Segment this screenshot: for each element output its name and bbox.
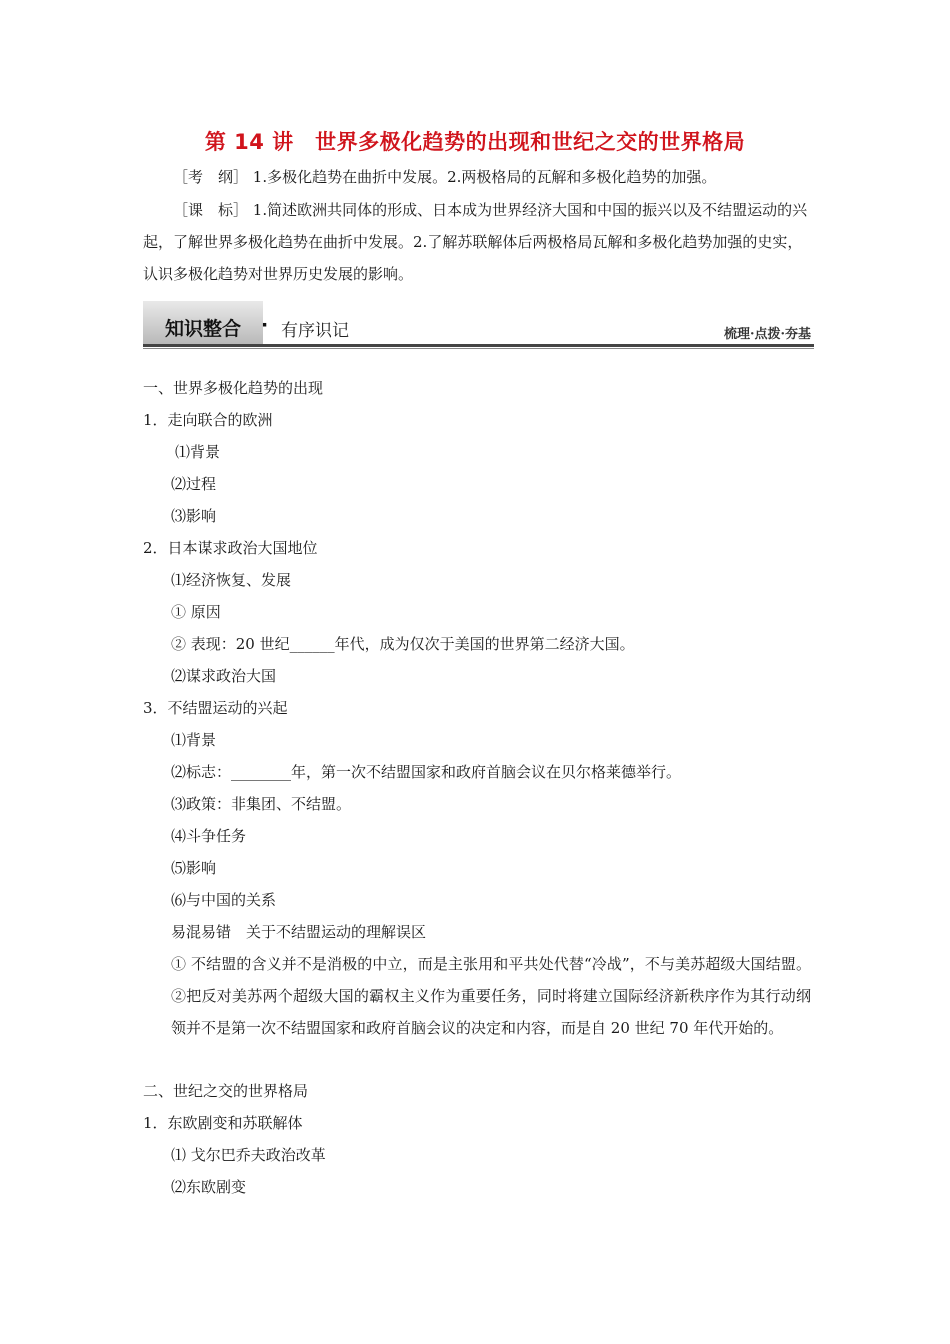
section-heading-1: 一、世界多极化趋势的出现 <box>143 379 324 397</box>
subheading-1: 1．走向联合的欧洲 <box>143 411 273 429</box>
fill-blank-item: ② 表现：20 世纪______年代，成为仅次于美国的世界第二经济大国。 <box>171 635 635 653</box>
list-item: ⑴ 戈尔巴乔夫政治改革 <box>171 1146 326 1164</box>
lesson-title: 第 14 讲 世界多极化趋势的出现和世纪之交的世界格局 <box>204 130 746 154</box>
misconception-heading: 易混易错 关于不结盟运动的理解误区 <box>171 923 427 941</box>
curriculum-standards <box>143 194 813 290</box>
subheading-4: 1．东欧剧变和苏联解体 <box>143 1114 303 1132</box>
list-item: ⑷斗争任务 <box>171 827 247 845</box>
list-item: ⑸影响 <box>171 859 217 877</box>
misconception-note: ① 不结盟的含义并不是消极的中立，而是主张用和平共处代替“冷战”，不与美苏超级大国结盟。②把反对美苏两个超级大国的霸权主义作为重要任务，同时将建立国际经济新秩序作为其行动纲领并不是第一次不结盟国家和政府首脑会议的决定和内容，而是自 20 世纪 70 年代开始的。 <box>171 955 811 1037</box>
list-item: ⑵谋求政治大国 <box>171 667 277 685</box>
list-item: ⑴经济恢复、发展 <box>171 571 292 589</box>
list-item: ⑹与中国的关系 <box>171 891 277 909</box>
banner-subtitle: 有序识记 <box>281 321 349 341</box>
exam-outline-label: ［考 纲］ <box>173 168 249 186</box>
list-item: ⑵东欧剧变 <box>171 1178 247 1196</box>
curriculum-standards-text: 1.简述欧洲共同体的形成、日本成为世界经济大国和中国的振兴以及不结盟运动的兴起，了解世界多极化趋势在曲折中发展。2.了解苏联解体后两极格局瓦解和多极化趋势加强的史实，认识多极化趋势对世界历史发展的影响。 <box>143 201 808 283</box>
subheading-2: 2．日本谋求政治大国地位 <box>143 539 318 557</box>
fill-blank-item: ⑵标志：________年，第一次不结盟国家和政府首脑会议在贝尔格莱德举行。 <box>171 763 682 781</box>
section-heading-2: 二、世纪之交的世界格局 <box>143 1082 309 1100</box>
curriculum-standards-label: ［课 标］ <box>173 201 249 219</box>
list-item: ⑶政策：非集团、不结盟。 <box>171 795 352 813</box>
list-item: ⑴背景 <box>175 443 221 461</box>
list-item: ⑵过程 <box>171 475 217 493</box>
banner-rule <box>143 344 814 347</box>
section-banner <box>143 301 814 347</box>
exam-outline-text: 1.多极化趋势在曲折中发展。2.两极格局的瓦解和多极化趋势的加强。 <box>252 168 717 186</box>
list-item: ① 原因 <box>171 603 221 621</box>
banner-tagline: 梳理·点拨·夯基 <box>723 327 811 342</box>
banner-title: 知识整合 <box>165 318 242 340</box>
list-item: ⑴背景 <box>171 731 217 749</box>
banner-dot: · <box>261 314 269 336</box>
banner-rule-thin <box>143 348 814 349</box>
list-item: ⑶影响 <box>171 507 217 525</box>
subheading-3: 3．不结盟运动的兴起 <box>143 699 288 717</box>
exam-outline <box>143 161 813 193</box>
